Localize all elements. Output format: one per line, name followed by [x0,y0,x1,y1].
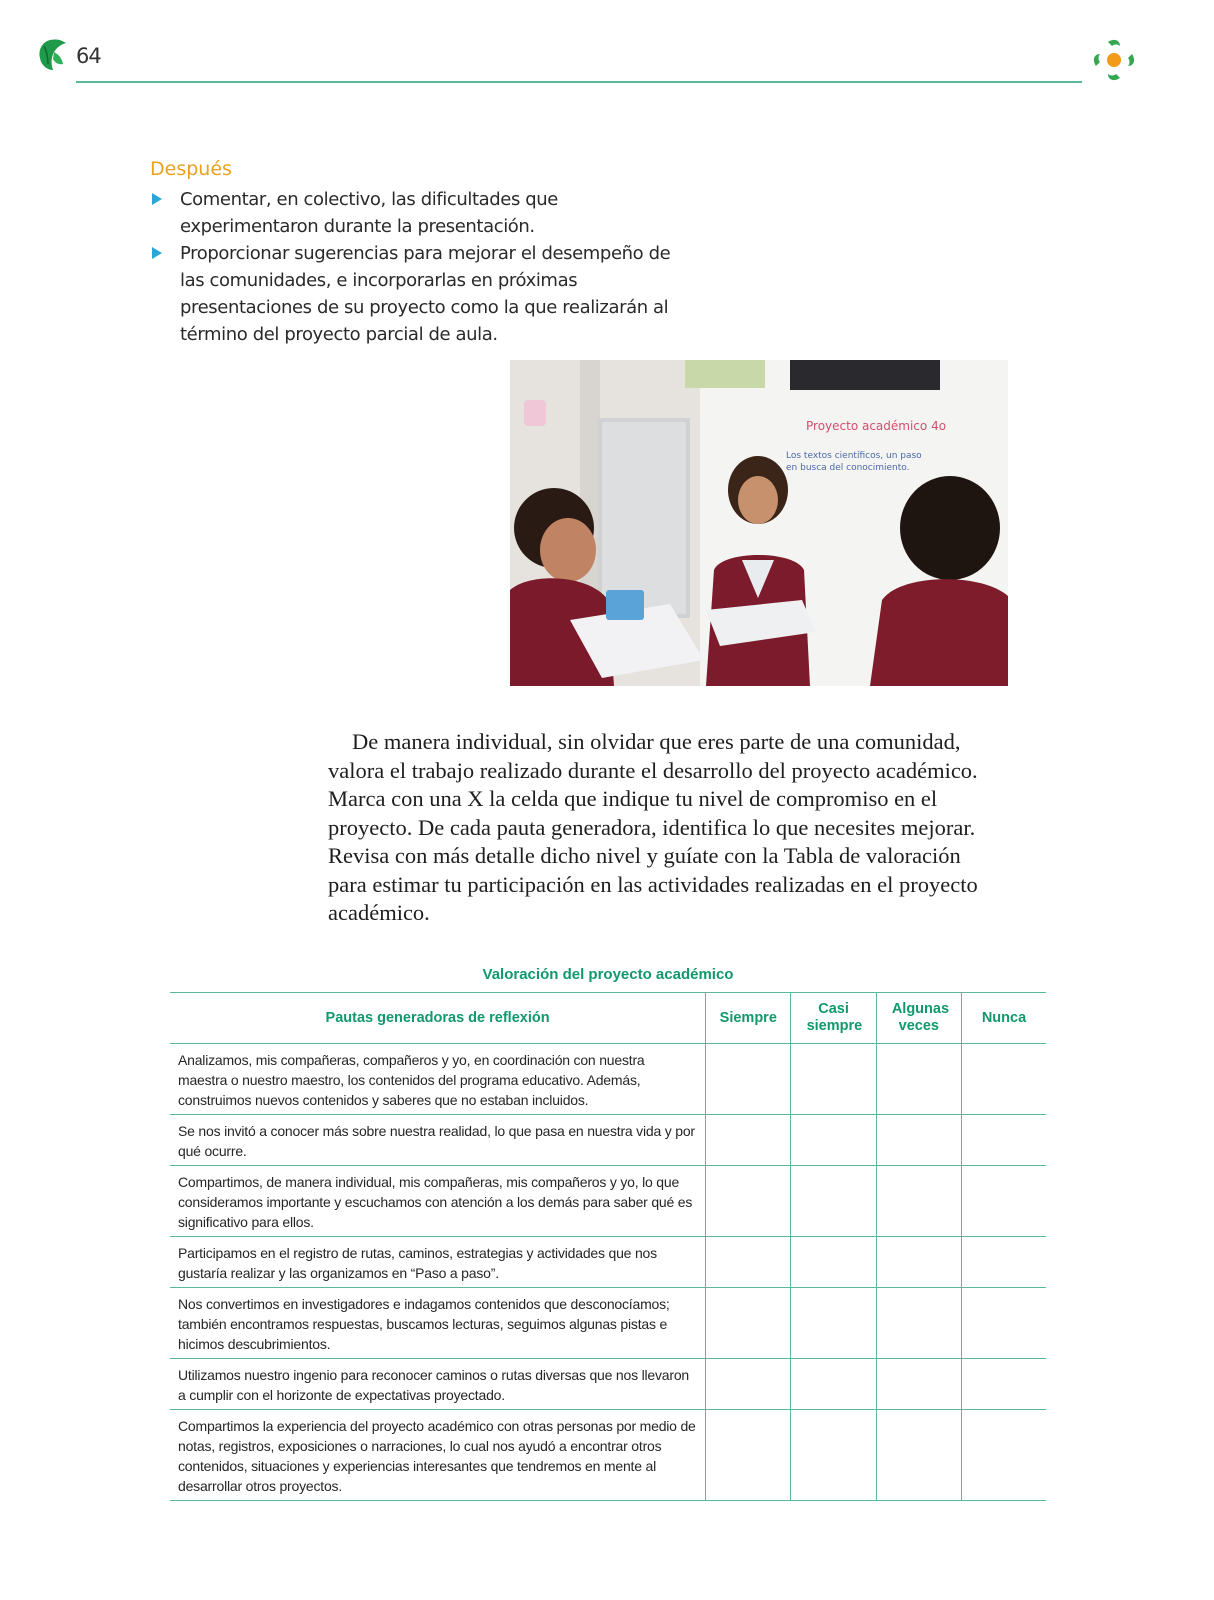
mark-cell-casi-siempre[interactable] [791,1359,876,1410]
column-header [791,993,876,1044]
mark-cell-algunas-veces[interactable] [876,1359,961,1410]
whiteboard-line2: en busca del conocimiento. [786,463,910,473]
mark-cell-casi-siempre[interactable] [791,1288,876,1359]
instructions-paragraph: De manera individual, sin olvidar que eres parte de una comunidad, valora el trabajo realizado durante el desarrollo del proyecto académico. Marca con una X la celda que indique tu nivel de compromiso en el proyecto. De cada pauta generadora, identifica lo que necesites mejorar. Revisa con más detalle dicho nivel y guíate con la Tabla de valoración para estimar tu participación en las actividades realizadas en el proyecto académico. [328,729,978,925]
table-row [170,1237,1046,1288]
table-row [170,1359,1046,1410]
mark-cell-algunas-veces[interactable] [876,1288,961,1359]
mark-cell-casi-siempre[interactable] [791,1166,876,1237]
mark-cell-nunca[interactable] [961,1044,1046,1115]
mark-cell-nunca[interactable] [961,1237,1046,1288]
whiteboard-line1: Los textos científicos, un paso [786,451,922,461]
mark-cell-algunas-veces[interactable] [876,1115,961,1166]
table-row [170,1166,1046,1237]
bullet-text: Comentar, en colectivo, las dificultades que experimentaron durante la presentación. [180,189,558,237]
despues-bullet-list [150,186,680,348]
mark-cell-nunca[interactable] [961,1115,1046,1166]
bullet-item [150,186,680,240]
reflection-guide-text: Se nos invitó a conocer más sobre nuestra realidad, lo que pasa en nuestra vida y por qué ocurre. [170,1115,706,1166]
green-leaf-icon [36,38,68,72]
classroom-photo [510,360,1008,686]
mark-cell-nunca[interactable] [961,1166,1046,1237]
reflection-guide-text: Utilizamos nuestro ingenio para reconocer caminos o rutas diversas que nos llevaron a cumplir con el horizonte de expectativas proyectado. [170,1359,706,1410]
table-row [170,1410,1046,1501]
green-orange-flower-icon [1088,34,1140,86]
mark-cell-siempre[interactable] [706,1359,791,1410]
table-row [170,1288,1046,1359]
column-header: Nunca [961,993,1046,1044]
table-header-row [170,993,1046,1044]
mark-cell-nunca[interactable] [961,1410,1046,1501]
table-row [170,1044,1046,1115]
mark-cell-casi-siempre[interactable] [791,1410,876,1501]
column-header: Pautas generadoras de reflexión [170,993,706,1044]
page-header [0,0,1214,100]
mark-cell-siempre[interactable] [706,1044,791,1115]
page-number: 64 [76,44,101,68]
mark-cell-nunca[interactable] [961,1288,1046,1359]
mark-cell-casi-siempre[interactable] [791,1115,876,1166]
mark-cell-algunas-veces[interactable] [876,1044,961,1115]
triangle-bullet-icon [152,247,162,259]
table-caption: Valoración del proyecto académico [482,966,734,983]
table-row [170,1115,1046,1166]
triangle-bullet-icon [152,193,162,205]
mark-cell-algunas-veces[interactable] [876,1166,961,1237]
mark-cell-siempre[interactable] [706,1115,791,1166]
mark-cell-siempre[interactable] [706,1166,791,1237]
evaluation-table [170,992,1046,1501]
reflection-guide-text: Compartimos la experiencia del proyecto académico con otras personas por medio de notas, registros, exposiciones o narraciones, lo cual nos ayudó a encontrar otros contenidos, situaciones y experiencias interesantes que tendremos en mente al desarrollar otros proyectos. [170,1410,706,1501]
bullet-item [150,240,680,348]
whiteboard-title: Proyecto académico 4o [806,419,947,433]
mark-cell-casi-siempre[interactable] [791,1237,876,1288]
mark-cell-casi-siempre[interactable] [791,1044,876,1115]
reflection-guide-text: Nos convertimos en investigadores e indagamos contenidos que desconocíamos; también encontramos respuestas, buscamos lecturas, seguimos algunas pistas e hicimos descubrimientos. [170,1288,706,1359]
mark-cell-nunca[interactable] [961,1359,1046,1410]
bullet-text: Proporcionar sugerencias para mejorar el desempeño de las comunidades, e incorporarlas en próximas presentaciones de su proyecto como la que realizarán al término del proyecto parcial de aula. [180,243,671,345]
reflection-guide-text: Analizamos, mis compañeras, compañeros y yo, en coordinación con nuestra maestra o nuestro maestro, los contenidos del programa educativo. Además, construimos nuevos contenidos y saberes que no estaban incluidos. [170,1044,706,1115]
mark-cell-siempre[interactable] [706,1288,791,1359]
column-header: Siempre [706,993,791,1044]
mark-cell-siempre[interactable] [706,1237,791,1288]
column-header [876,993,961,1044]
mark-cell-algunas-veces[interactable] [876,1410,961,1501]
column-header-text: Algunas veces [891,1001,950,1034]
classroom-illustration [510,360,1008,686]
reflection-guide-text: Participamos en el registro de rutas, caminos, estrategias y actividades que nos gustaría realizar y las organizamos en “Paso a paso”. [170,1237,706,1288]
column-header-text: Casi siempre [806,1001,863,1034]
mark-cell-siempre[interactable] [706,1410,791,1501]
reflection-guide-text: Compartimos, de manera individual, mis compañeras, mis compañeros y yo, lo que consideramos importante y escuchamos con atención a los demás para saber qué es significativo para ellos. [170,1166,706,1237]
mark-cell-algunas-veces[interactable] [876,1237,961,1288]
header-rule [76,81,1082,83]
section-title-despues: Después [150,158,232,180]
